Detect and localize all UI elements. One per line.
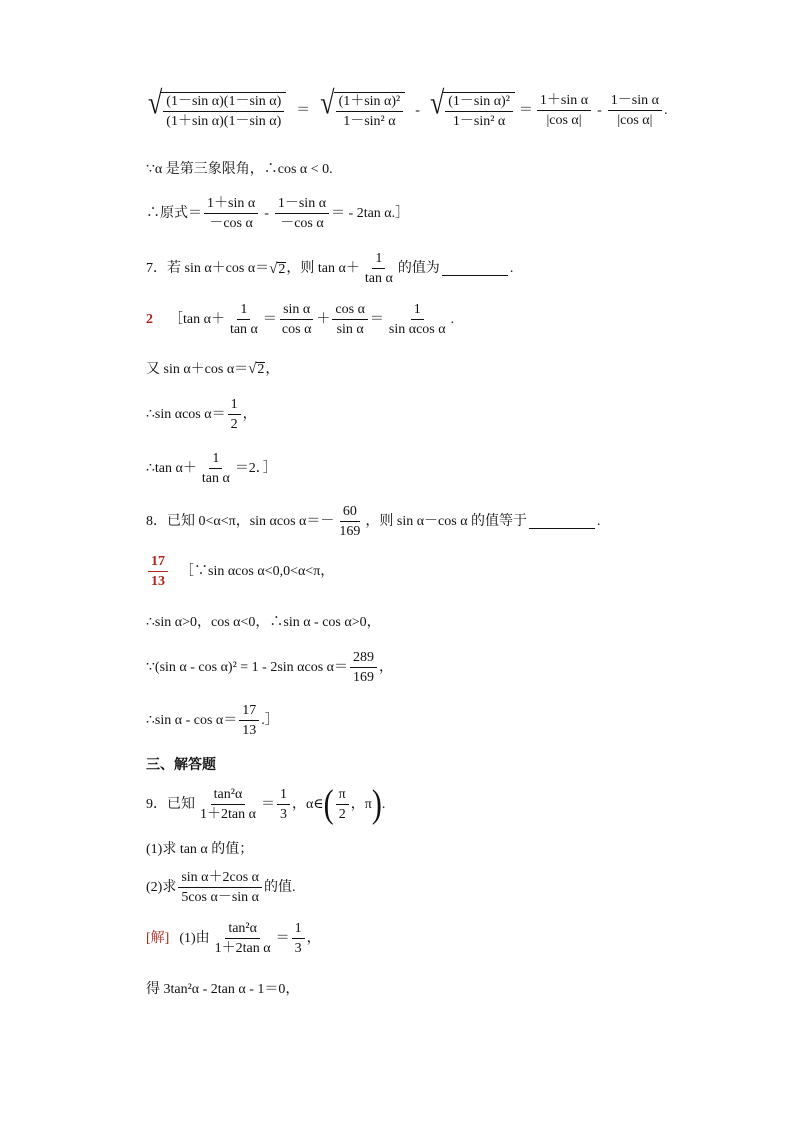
solution-tag: [解] [146, 931, 170, 946]
answer-blank [442, 263, 508, 276]
fraction: $\frac{1}{\text{tan α}}$ [364, 251, 393, 286]
question-9: 9．已知 $\frac{\text{tan²α}}{\text{1＋2tan α}}$ ＝ $\frac{1}{3}$ ，α∈ ( $\frac{\pi}{2}$ ，π ) . [146, 782, 386, 826]
text-line-2: ∵α 是第三象限角，∴cos α < 0. [146, 162, 333, 177]
question-8: 8．已知 0<α<π，sin αcos α＝－ $\frac{60}{169}$ ，则 sin α－cos α 的值等于 . [146, 504, 601, 539]
fraction: $\frac{\text{1－sin α}}{\text{|cos α|}}$ [608, 94, 662, 128]
question-7: 7．若 sin α＋cos α＝ √ 2 ，则 tan α＋ $\frac{1}{\text{tan α}}$ 的值为 . [146, 251, 514, 286]
fraction: $\frac{\text{(1＋sin α)²}}{\text{1－sin² α}}$ [336, 95, 404, 129]
question-9-part-1: (1)求 tan α 的值； [146, 842, 254, 857]
fraction: $\frac{\text{(1－sin α)²}}{\text{1－sin² α}}$ [445, 95, 513, 129]
fraction: $\frac{\text{tan²α}}{\text{1＋2tan α}}$ [200, 787, 256, 822]
answer-7: 2 ［tan α＋ $\frac{1}{\text{tan α}}$ ＝ $\frac{\text{sin α}}{\text{cos α}}$ ＋ $\frac{\text{cos α}}{\text{sin α}}$ ＝ $\frac{1}{\text{sin αcos α}}$ . [146, 302, 455, 337]
answer-8-line-c: ∵(sin α - cos α)² = 1 - 2sin αcos α＝ $\frac{289}{169}$ ， [146, 650, 393, 685]
fraction: $\frac{\text{tan²α}}{\text{1＋2tan α}}$ [214, 921, 271, 956]
equation-line-3: ∴原式＝ $\frac{\text{1＋sin α}}{\text{－cos α}}$ - $\frac{\text{1－sin α}}{\text{－cos α}}$ ＝ - 2tan α.］ [146, 196, 410, 231]
sqrt-expression: √ $\frac{\text{(1＋sin α)²}}{\text{1－sin² α}}$ [320, 92, 405, 129]
fraction: $\frac{\text{1＋sin α}}{\text{|cos α|}}$ [537, 94, 591, 128]
fraction: $\frac{1}{3}$ [292, 922, 305, 956]
fraction: $\frac{\text{(1－sin α)(1－sin α)}}{\text{(1＋sin α)(1－sin α)}}$ [163, 95, 284, 129]
fraction: $\frac{\text{sin α＋2cos α}}{\text{5cos α－sin α}}$ [178, 871, 262, 905]
section-title: 三、解答题 [146, 758, 216, 773]
solution-9-line-2: 得 3tan²α - 2tan α - 1＝0， [146, 982, 300, 997]
fraction: $\frac{1}{\text{tan α}}$ [201, 451, 230, 486]
fraction: $\frac{1}{3}$ [277, 788, 290, 822]
fraction: $\frac{17}{13}$ [239, 704, 259, 738]
fraction: $\frac{1}{2}$ [228, 398, 241, 432]
question-9-part-2: (2)求 $\frac{\text{sin α＋2cos α}}{\text{5cos α－sin α}}$ 的值. [146, 870, 296, 905]
fraction: $\frac{289}{169}$ [350, 651, 377, 685]
fraction: $\frac{\text{sin α}}{\text{cos α}}$ [281, 302, 312, 337]
fraction: $\frac{\text{1－sin α}}{\text{－cos α}}$ [275, 197, 329, 231]
sqrt-expression: √ 2 [248, 361, 265, 377]
fraction: $\frac{1}{\text{tan α}}$ [229, 302, 258, 337]
fraction: $\frac{\pi}{2}$ [336, 788, 349, 822]
solution-9: [解] (1)由 $\frac{\text{tan²α}}{\text{1＋2tan α}}$ ＝ $\frac{1}{3}$ ， [146, 921, 321, 956]
sqrt-expression: √ $\frac{\text{(1－sin α)(1－sin α)}}{\text{(1＋sin α)(1－sin α)}}$ [148, 92, 286, 129]
fraction: $\frac{\text{1＋sin α}}{\text{－cos α}}$ [204, 197, 258, 231]
fraction: $\frac{\text{cos α}}{\text{sin α}}$ [332, 303, 368, 337]
fraction: $\frac{1}{\text{sin αcos α}}$ [388, 302, 446, 337]
answer-8-line-b: ∴sin α>0，cos α<0，∴sin α - cos α>0， [146, 615, 381, 630]
answer-7-line-d: ∴tan α＋ $\frac{1}{\text{tan α}}$ ＝2．］ [146, 451, 277, 486]
answer-8: $\frac{17}{13}$ ［∵sin αcos α<0,0<α<π， [146, 555, 334, 589]
sqrt-expression: √ 2 [269, 260, 286, 277]
answer-7-line-c: ∴sin αcos α＝ $\frac{1}{2}$ ， [146, 397, 257, 432]
equation-line-1: √ $\frac{\text{(1－sin α)(1－sin α)}}{\text{(1＋sin α)(1－sin α)}}$ ＝ √ $\frac{\text{(1＋sin α)²}}{\text{1－sin² α}}$ - √ $\frac{\text{(1－sin α)²}}{\text{1－sin² α}}$ ＝ $\frac{\text{1＋sin α}}{\text{|cos α|}}$ - $\frac{\text{1－sin α}}{\text{|cos α|}}$ . [148, 84, 668, 129]
answer-blank [529, 516, 595, 529]
fraction: $\frac{60}{169}$ [339, 504, 361, 539]
answer-value: 2 [146, 312, 153, 327]
sqrt-expression: √ $\frac{\text{(1－sin α)²}}{\text{1－sin² α}}$ [430, 92, 515, 129]
answer-7-line-b: 又 sin α＋cos α＝ √ 2 ， [146, 361, 280, 377]
answer-fraction: $\frac{17}{13}$ [148, 555, 168, 589]
answer-8-line-d: ∴sin α - cos α＝ $\frac{17}{13}$ .］ [146, 703, 279, 738]
